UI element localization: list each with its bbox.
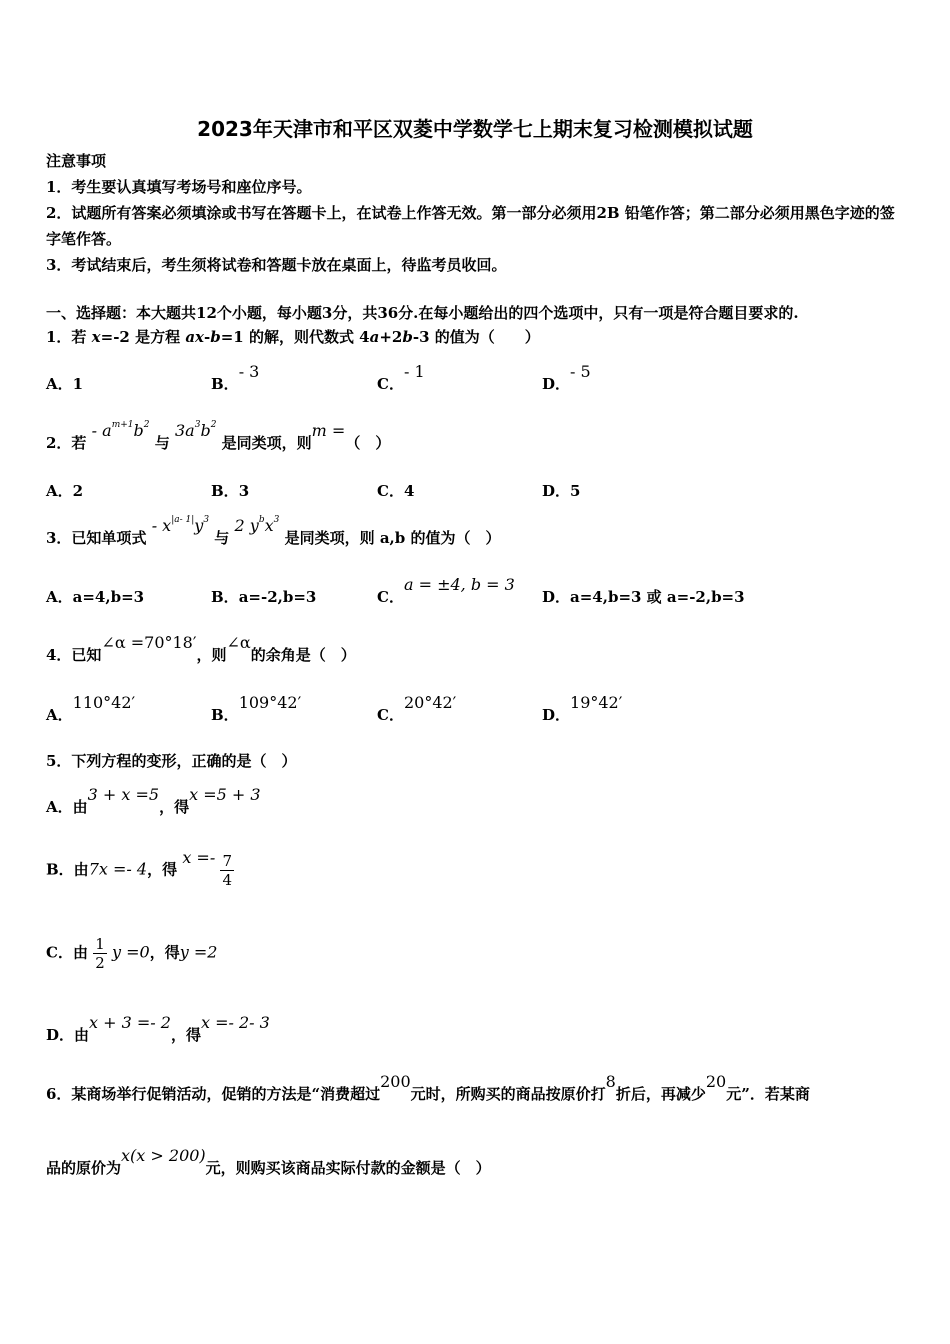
question-6-line-2: 品的原价为x(x > 200)元，则购买该商品实际付款的金额是（ ） [46,1146,491,1177]
page-title: 2023年天津市和平区双菱中学数学七上期末复习检测模拟试题 [197,117,753,141]
q4-option-d: D．19°42′ [542,693,623,724]
question-3: 3．已知单项式 - $x^{|a- 1|}y^3$ 与 2 $y^bx^3$ 是同类项，则 a,b 的值为（ ） [46,515,501,547]
q5-option-b: B．由7x =- 4，得 x =- $\frac{7}{4}$ [46,847,233,889]
q1-option-a: A．1 [46,375,84,393]
q5-option-c: C．由 $\frac{1}{2}$ y =0，得y =2 [46,935,218,972]
notice-item-1: 1．考生要认真填写考场号和座位序号。 [46,178,312,196]
q5-option-d: D．由x + 3 =- 2，得x =- 2- 3 [46,1013,270,1044]
q1-option-d: D．- 5 [542,362,591,393]
q2-term1: - $a^{m+1}b^2$ [91,420,150,440]
section-heading: 一、选择题：本大题共12个小题，每小题3分，共36分.在每小题给出的四个选项中，只有一项是符合题目要求的. [46,304,799,322]
notice-item-2: 2．试题所有答案必须填涂或书写在答题卡上，在试卷上作答无效。第一部分必须用2B 铅笔作答；第二部分必须用黑色字迹的签字笔作答。 [46,204,895,248]
q5-b-fraction: $\frac{7}{4}$ [222,852,233,889]
q2-option-a: A．2 [46,482,84,500]
question-6-line-1: 6．某商场举行促销活动，促销的方法是“消费超过200元时，所购买的商品按原价打8折后，再减少20元”．若某商 [46,1072,810,1103]
notice-item-3: 3．考试结束后，考生须将试卷和答题卡放在桌面上，待监考员收回。 [46,256,507,274]
question-2: 2．若 - $a^{m+1}b^2$ 与 $3a^3b^2$ 是同类项，则m =（ ） [46,420,391,452]
q3-option-a: A．a=4,b=3 [46,588,145,606]
q2-option-b: B．3 [211,482,250,500]
q1-option-b: B．- 3 [211,362,260,393]
q5-c-fraction: $\frac{1}{2}$ [95,935,105,972]
q1-option-c: C．- 1 [377,362,425,393]
question-5: 5．下列方程的变形，正确的是（ ） [46,752,297,770]
notice-block [46,148,906,278]
q5-option-a: A．由3 + x =5，得x =5 + 3 [46,785,261,816]
q4-option-b: B．109°42′ [211,693,302,724]
q3-option-d: D．a=4,b=3 或 a=-2,b=3 [542,588,745,606]
q3-option-c: C．a = ±4, b = 3 [377,575,515,606]
q2-term2: $3a^3b^2$ [174,420,217,440]
q2-option-c: C．4 [377,482,415,500]
q4-option-a: A．110°42′ [46,693,136,724]
question-4: 4．已知∠α =70°18′，则∠α的余角是（ ） [46,633,356,664]
q2-option-d: D．5 [542,482,581,500]
notice-heading: 注意事项 [46,152,107,170]
question-1: 1．若 x=-2 是方程 ax-b=1 的解，则代数式 4a+2b-3 的值为（ ） [46,328,540,346]
q3-term2: 2 $y^bx^3$ [234,515,280,535]
q3-option-b: B．a=-2,b=3 [211,588,317,606]
q4-option-c: C．20°42′ [377,693,457,724]
q3-term1: - $x^{|a- 1|}y^3$ [151,515,210,535]
